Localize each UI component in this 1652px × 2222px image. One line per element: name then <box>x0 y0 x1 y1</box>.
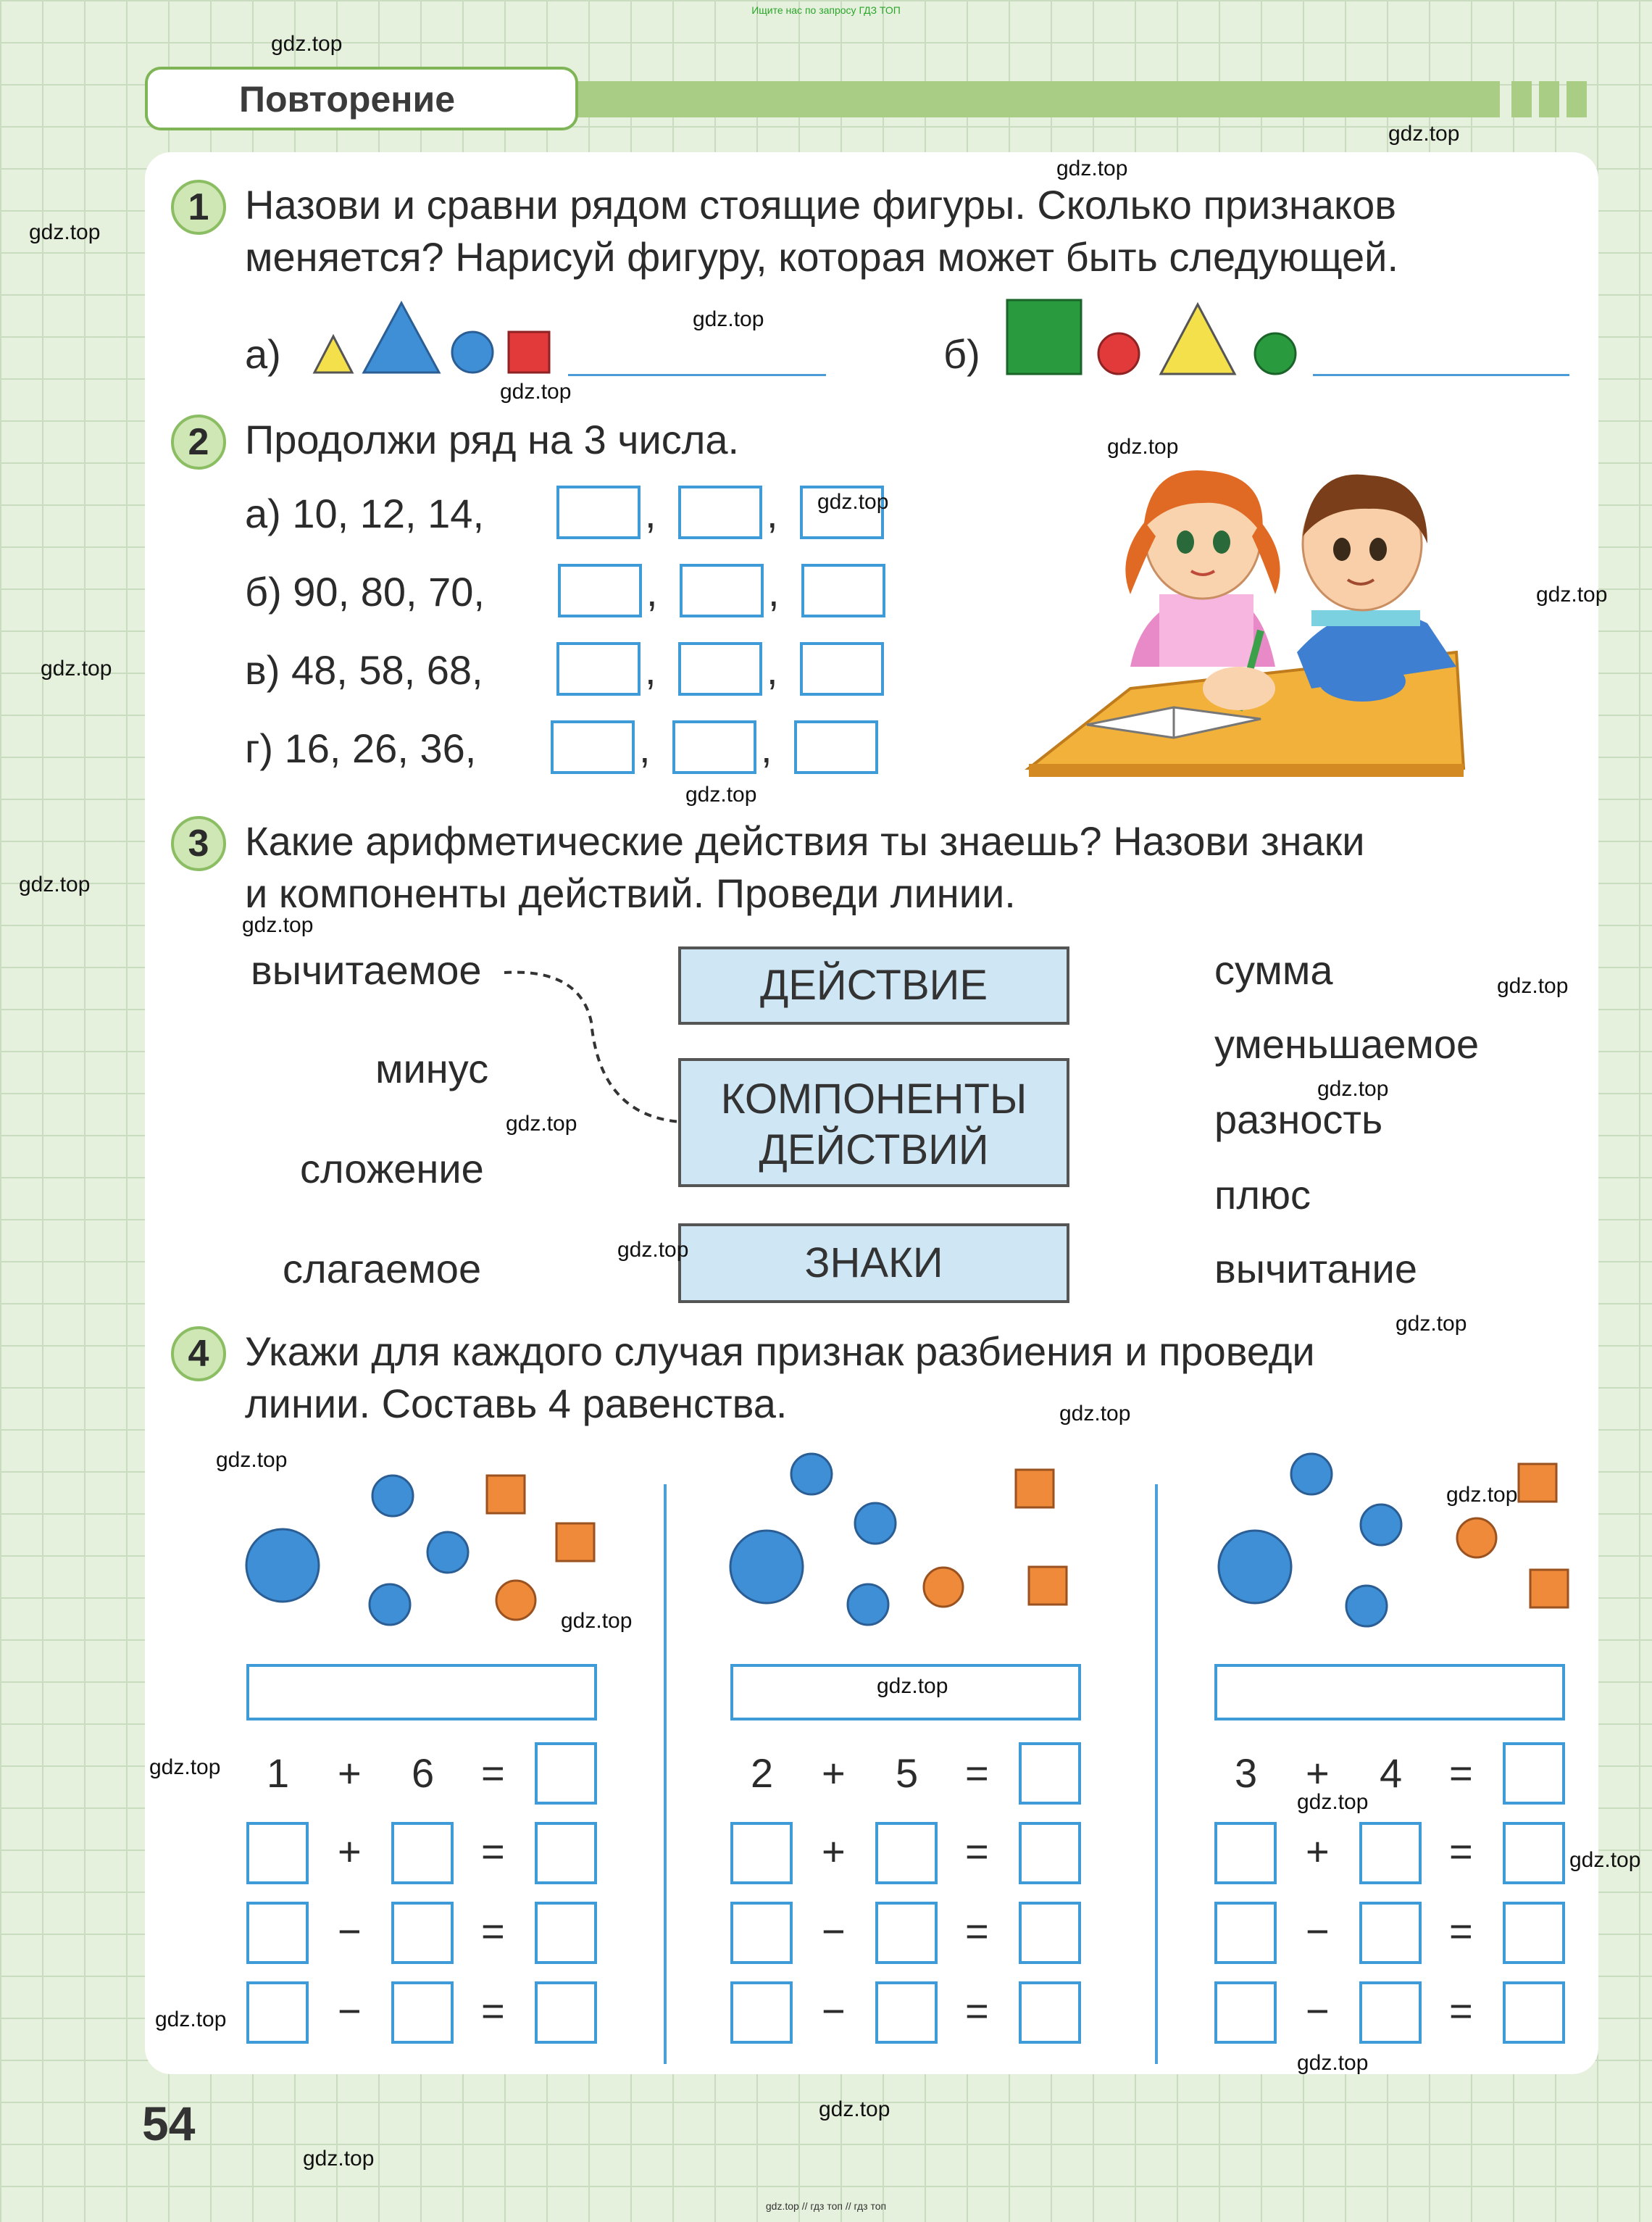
eq3-row3-box-b[interactable] <box>1359 1902 1422 1964</box>
shape-group-1 <box>239 1457 572 1645</box>
eq3-equals: = <box>1449 1750 1473 1796</box>
eq2-row3-minus: − <box>822 1908 846 1954</box>
task-4-number: 4 <box>171 1326 226 1381</box>
eq3-row2-box-a[interactable] <box>1214 1822 1277 1884</box>
shape-group-3 <box>1210 1442 1572 1631</box>
watermark: gdz.top <box>303 2147 375 2171</box>
watermark: gdz.top <box>877 1674 948 1698</box>
eq3-row4-minus: − <box>1306 1988 1330 2034</box>
box-components-line2: ДЕЙСТВИЙ <box>759 1126 989 1173</box>
watermark: gdz.top <box>617 1238 689 1262</box>
watermark: gdz.top <box>149 1755 221 1779</box>
watermark: gdz.top <box>155 2007 227 2031</box>
eq2-equals: = <box>965 1750 989 1796</box>
small-yellow-triangle <box>314 336 352 373</box>
header-stripe <box>1539 81 1559 117</box>
task-4-text-line1: Укажи для каждого случая признак разбиения и проведи <box>245 1328 1315 1374</box>
task-3-number: 3 <box>171 816 226 871</box>
task-1-text-line2: меняется? Нарисуй фигуру, которая может быть следующей. <box>245 234 1399 280</box>
eq2-num-b: 5 <box>896 1750 919 1796</box>
task-2b-box-3[interactable] <box>801 564 885 617</box>
box-components[interactable] <box>678 1058 1069 1187</box>
page-number: 54 <box>142 2097 196 2150</box>
eq1-row4-box-a[interactable] <box>246 1981 309 2044</box>
eq3-row2-plus: + <box>1306 1828 1330 1874</box>
orange-square <box>556 1523 594 1561</box>
eq2-result-box[interactable] <box>1019 1742 1081 1805</box>
watermark: gdz.top <box>817 490 889 514</box>
task-2-text: Продолжи ряд на 3 числа. <box>245 417 740 462</box>
eq2-num-a: 2 <box>751 1750 774 1796</box>
watermark: gdz.top <box>1497 974 1569 998</box>
eq1-result-box[interactable] <box>535 1742 597 1805</box>
eq3-row4-box-b[interactable] <box>1359 1981 1422 2044</box>
eq3-num-b: 4 <box>1380 1750 1403 1796</box>
eq2-row4-result[interactable] <box>1019 1981 1081 2044</box>
task-2d-box-2[interactable] <box>672 720 756 774</box>
box-signs[interactable]: ЗНАКИ <box>678 1223 1069 1303</box>
task-2c-box-3[interactable] <box>800 642 884 696</box>
eq3-row2-result[interactable] <box>1503 1822 1565 1884</box>
eq1-equals: = <box>481 1750 505 1796</box>
task-1-number: 1 <box>171 180 226 235</box>
eq3-row2-box-b[interactable] <box>1359 1822 1422 1884</box>
word-plus: плюс <box>1214 1172 1311 1218</box>
top-note: Ищите нас по запросу ГДЗ ТОП <box>751 4 901 16</box>
partition-feature-box-3[interactable] <box>1214 1664 1565 1720</box>
task-2c-box-1[interactable] <box>556 642 641 696</box>
watermark: gdz.top <box>1317 1077 1389 1101</box>
task-2-number: 2 <box>171 415 226 470</box>
large-blue-triangle <box>364 303 439 373</box>
eq1-row3-equals: = <box>481 1908 505 1954</box>
watermark: gdz.top <box>19 873 91 896</box>
eq1-num-a: 1 <box>267 1750 290 1796</box>
watermark: gdz.top <box>500 380 572 404</box>
eq2-row3-equals: = <box>965 1908 989 1954</box>
task-4-text-line2: линии. Составь 4 равенства. <box>245 1381 788 1426</box>
blue-circle <box>1291 1454 1332 1494</box>
eq2-row3-result[interactable] <box>1019 1902 1081 1964</box>
watermark: gdz.top <box>685 783 757 807</box>
blue-circle <box>1361 1505 1401 1545</box>
watermark: gdz.top <box>1056 157 1128 180</box>
eq3-row3-box-a[interactable] <box>1214 1902 1277 1964</box>
word-subtraction: вычитание <box>1214 1246 1417 1291</box>
eq1-row2-box-a[interactable] <box>246 1822 309 1884</box>
eq1-row2-result[interactable] <box>535 1822 597 1884</box>
bottom-note: gdz.top // гдз топ // гдз топ <box>765 2200 887 2212</box>
answer-line-a[interactable] <box>568 374 826 376</box>
blue-circle <box>855 1503 896 1544</box>
orange-circle <box>924 1568 963 1607</box>
eq3-row3-equals: = <box>1449 1908 1473 1954</box>
word-difference: разность <box>1214 1097 1383 1142</box>
watermark: gdz.top <box>1396 1312 1467 1336</box>
watermark: gdz.top <box>693 307 764 331</box>
eq2-plus: + <box>822 1750 846 1796</box>
comma: , <box>646 569 658 615</box>
eq1-row4-minus: − <box>338 1988 362 2034</box>
green-circle <box>1255 333 1296 374</box>
column-separator <box>664 1484 667 2064</box>
task-1b-label: б) <box>943 331 980 377</box>
task-1-text-line1: Назови и сравни рядом стоящие фигуры. Сколько признаков <box>245 182 1396 228</box>
watermark: gdz.top <box>271 32 343 56</box>
word-addend: слагаемое <box>283 1246 482 1291</box>
large-blue-circle <box>1219 1531 1291 1603</box>
watermark: gdz.top <box>506 1112 577 1136</box>
task-3-text-line2: и компоненты действий. Проведи линии. <box>245 870 1016 916</box>
comma: , <box>645 647 656 693</box>
watermark: gdz.top <box>1388 122 1460 146</box>
comma: , <box>645 491 656 536</box>
eq1-plus: + <box>338 1750 362 1796</box>
eq3-row4-box-a[interactable] <box>1214 1981 1277 2044</box>
word-minus: минус <box>375 1046 489 1091</box>
watermark: gdz.top <box>242 913 314 937</box>
eq2-row4-box-a[interactable] <box>730 1981 793 2044</box>
eq2-row3-box-b[interactable] <box>875 1902 938 1964</box>
comma: , <box>761 725 772 771</box>
blue-circle <box>372 1476 413 1516</box>
partition-feature-box-1[interactable] <box>246 1664 597 1720</box>
word-subtrahend: вычитаемое <box>251 947 482 993</box>
eq3-row2-equals: = <box>1449 1828 1473 1874</box>
orange-square <box>1519 1464 1556 1502</box>
large-blue-circle <box>246 1529 319 1602</box>
eq2-row2-box-a[interactable] <box>730 1822 793 1884</box>
box-action[interactable]: ДЕЙСТВИЕ <box>678 946 1069 1025</box>
orange-square <box>1029 1567 1067 1605</box>
eq1-row2-equals: = <box>481 1828 505 1874</box>
dashed-connector-line[interactable] <box>500 957 688 1131</box>
eq1-row4-box-b[interactable] <box>391 1981 454 2044</box>
children-at-desk-illustration <box>1022 449 1471 783</box>
eq2-row3-box-a[interactable] <box>730 1902 793 1964</box>
blue-circle <box>452 332 493 373</box>
blue-circle <box>791 1454 832 1494</box>
orange-circle <box>1457 1518 1496 1557</box>
eq2-row2-result[interactable] <box>1019 1822 1081 1884</box>
task-2c-box-2[interactable] <box>678 642 762 696</box>
red-circle <box>1098 333 1139 374</box>
eq2-row4-box-b[interactable] <box>875 1981 938 2044</box>
task-2d-box-1[interactable] <box>551 720 635 774</box>
task-2d-box-3[interactable] <box>794 720 878 774</box>
eq2-row2-box-b[interactable] <box>875 1822 938 1884</box>
task-2a-box-2[interactable] <box>678 486 762 539</box>
watermark: gdz.top <box>561 1609 633 1633</box>
shape-group-2 <box>725 1447 1072 1635</box>
task-2a-label: а) 10, 12, 14, <box>245 491 485 536</box>
watermark: gdz.top <box>1569 1848 1641 1872</box>
watermark: gdz.top <box>1107 435 1179 459</box>
task-2b-box-1[interactable] <box>558 564 642 617</box>
eq3-row3-result[interactable] <box>1503 1902 1565 1964</box>
watermark: gdz.top <box>1536 583 1608 607</box>
word-sum: сумма <box>1214 947 1333 993</box>
eq3-num-a: 3 <box>1235 1750 1258 1796</box>
blue-circle <box>1346 1586 1387 1626</box>
orange-square <box>487 1476 525 1513</box>
eq1-row4-result[interactable] <box>535 1981 597 2044</box>
watermark: gdz.top <box>1059 1402 1131 1426</box>
eq2-row2-equals: = <box>965 1828 989 1874</box>
section-title: Повторение <box>239 79 456 120</box>
answer-line-b[interactable] <box>1313 374 1569 376</box>
eq3-row4-equals: = <box>1449 1988 1473 2034</box>
red-square <box>509 332 549 373</box>
watermark: gdz.top <box>29 220 101 244</box>
task-3-text-line1: Какие арифметические действия ты знаешь? Назови знаки <box>245 818 1365 864</box>
header-stripe <box>1567 81 1587 117</box>
eq1-row2-box-b[interactable] <box>391 1822 454 1884</box>
eq3-result-box[interactable] <box>1503 1742 1565 1805</box>
task-1a-label: а) <box>245 331 281 377</box>
orange-square <box>1530 1570 1568 1607</box>
watermark: gdz.top <box>216 1448 288 1472</box>
watermark: gdz.top <box>1297 2051 1369 2075</box>
watermark: gdz.top <box>819 2097 890 2121</box>
word-minuend: уменьшаемое <box>1214 1021 1480 1067</box>
large-yellow-triangle <box>1161 304 1235 374</box>
orange-circle <box>496 1581 535 1620</box>
box-components-line1: КОМПОНЕНТЫ <box>720 1075 1027 1123</box>
task-2d-label: г) 16, 26, 36, <box>245 725 477 771</box>
task-2a-box-1[interactable] <box>556 486 641 539</box>
eq1-row2-plus: + <box>338 1828 362 1874</box>
eq1-row3-minus: − <box>338 1908 362 1954</box>
eq3-plus: + <box>1306 1750 1330 1796</box>
word-addition: сложение <box>300 1146 484 1191</box>
comma: , <box>767 647 778 693</box>
blue-circle <box>370 1584 410 1625</box>
large-green-square <box>1007 300 1081 374</box>
column-separator <box>1155 1484 1158 2064</box>
eq1-num-b: 6 <box>412 1750 435 1796</box>
eq2-row4-minus: − <box>822 1988 846 2034</box>
task-2b-box-2[interactable] <box>680 564 764 617</box>
comma: , <box>767 491 778 536</box>
eq3-row4-result[interactable] <box>1503 1981 1565 2044</box>
blue-circle <box>427 1532 468 1573</box>
orange-square <box>1016 1470 1054 1507</box>
watermark: gdz.top <box>1297 1790 1369 1814</box>
comma: , <box>639 725 651 771</box>
eq1-row4-equals: = <box>481 1988 505 2034</box>
task-2b-label: б) 90, 80, 70, <box>245 569 485 615</box>
eq2-row4-equals: = <box>965 1988 989 2034</box>
comma: , <box>768 569 780 615</box>
eq1-row3-result[interactable] <box>535 1902 597 1964</box>
shape-group-1-extra <box>554 1520 597 1564</box>
shape-row-a <box>304 294 565 381</box>
eq2-row2-plus: + <box>822 1828 846 1874</box>
watermark: gdz.top <box>41 657 112 681</box>
large-blue-circle <box>730 1531 803 1603</box>
task-2c-label: в) 48, 58, 68, <box>245 647 483 693</box>
watermark: gdz.top <box>1446 1483 1518 1507</box>
shape-row-b <box>1003 294 1300 381</box>
eq1-row3-box-b[interactable] <box>391 1902 454 1964</box>
eq3-row3-minus: − <box>1306 1908 1330 1954</box>
blue-circle <box>848 1584 888 1625</box>
header-stripe <box>1511 81 1532 117</box>
eq1-row3-box-a[interactable] <box>246 1902 309 1964</box>
